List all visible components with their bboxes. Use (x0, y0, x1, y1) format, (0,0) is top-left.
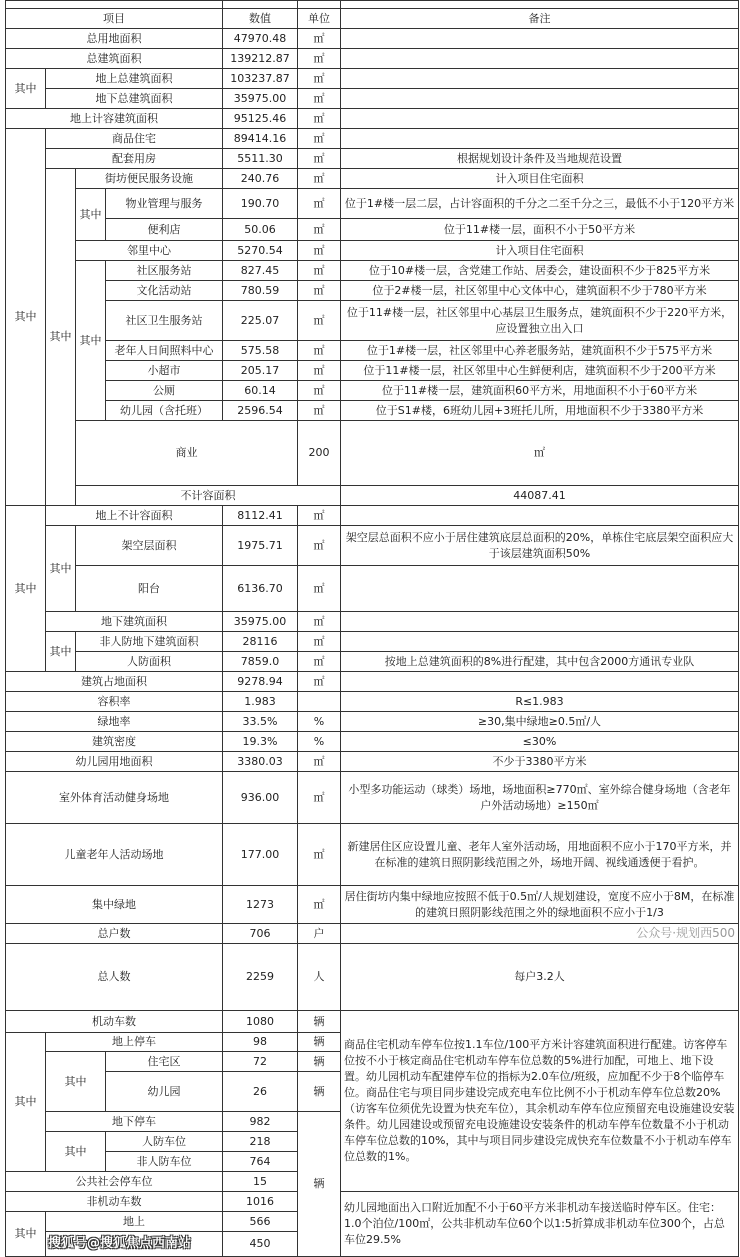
qizhong-label: 其中 (46, 1132, 106, 1172)
item-label: 配套用房 (46, 149, 223, 169)
note-cell-with-watermark (341, 924, 739, 944)
value-cell: 33.5% (223, 712, 298, 732)
item-label: 非人防车位 (106, 1152, 223, 1172)
item-label: 总人数 (6, 944, 223, 1011)
table-row (6, 129, 739, 149)
item-label: 地上 (46, 1212, 223, 1232)
unit-cell: ㎡ (298, 341, 341, 361)
value-cell: 95125.46 (223, 109, 298, 129)
table-row (6, 281, 739, 301)
table-row (6, 421, 739, 486)
item-label: 地上总建筑面积 (46, 69, 223, 89)
table-row (6, 69, 739, 89)
unit-cell: ㎡ (298, 672, 341, 692)
value-cell: 47970.48 (223, 29, 298, 49)
planning-indicator-table (5, 0, 739, 1257)
unit-cell: ㎡ (298, 69, 341, 89)
item-label: 总建筑面积 (6, 49, 223, 69)
unit-cell: ㎡ (298, 169, 341, 189)
value-cell: 566 (223, 1212, 298, 1232)
table-row (6, 149, 739, 169)
note-cell: ≤30% (341, 732, 739, 752)
note-cell: 位于11#楼一层，社区邻里中心生鲜便利店，建筑面积不少于200平方米 (341, 361, 739, 381)
value-cell: 35975.00 (223, 612, 298, 632)
value-cell: 98 (223, 1033, 298, 1052)
value-cell: 15 (223, 1172, 298, 1192)
qizhong-label: 其中 (6, 69, 46, 109)
unit-cell: 人 (298, 944, 341, 1011)
unit-cell: ㎡ (298, 261, 341, 281)
table-row (6, 732, 739, 752)
note-cell: 位于11#楼一层，面积不小于50平方米 (341, 219, 739, 241)
note-cell: 按地上总建筑面积的8%进行配建，其中包含2000方通讯专业队 (341, 652, 739, 672)
note-cell: R≤1.983 (341, 692, 739, 712)
note-cell: 位于10#楼一层，含党建工作站、居委会，建设面积不少于825平方米 (341, 261, 739, 281)
note-cell: 位于1#楼一层二层，占计容面积的千分之二至千分之三，最低不小于120平方米 (341, 189, 739, 219)
value-cell: 240.76 (223, 169, 298, 189)
item-label: 幼儿园（含托班） (106, 401, 223, 421)
item-label: 街坊便民服务设施 (76, 169, 223, 189)
value-cell: 5270.54 (223, 241, 298, 261)
note-cell: 位于11#楼一层，建筑面积60平方米，用地面积不小于60平方米 (341, 381, 739, 401)
item-label: 老年人日间照料中心 (106, 341, 223, 361)
value-cell: 218 (223, 1132, 298, 1152)
qizhong-label: 其中 (46, 169, 76, 506)
note-cell: 位于2#楼一层，社区邻里中心文体中心，建筑面积不少于780平方米 (341, 281, 739, 301)
item-label: 集中绿地 (6, 886, 223, 924)
value-cell: 1.983 (223, 692, 298, 712)
note-cell (341, 89, 739, 109)
note-cell: 不少于3380平方米 (341, 752, 739, 772)
unit-cell: ㎡ (298, 506, 341, 526)
value-cell: 8112.41 (223, 506, 298, 526)
note-cell: 位于11#楼一层，社区邻里中心基层卫生服务点，建筑面积不少于220平方米，应设置独立出入口 (341, 301, 739, 341)
note-cell (341, 672, 739, 692)
qizhong-label: 其中 (46, 632, 76, 672)
note-cell: 架空层总面积不应小于居住建筑底层总面积的20%，单栋住宅底层架空面积应大于该层建筑面积50% (341, 526, 739, 566)
value-cell: 5511.30 (223, 149, 298, 169)
value-cell: 1016 (223, 1192, 298, 1212)
value-cell: 19.3% (223, 732, 298, 752)
item-label: 非人防地下建筑面积 (76, 632, 223, 652)
value-cell: 35975.00 (223, 89, 298, 109)
unit-cell: ㎡ (341, 421, 739, 486)
value-cell: 2259 (223, 944, 298, 1011)
note-cell (341, 69, 739, 89)
value-cell: 7859.0 (223, 652, 298, 672)
item-label: 住宅区 (106, 1052, 223, 1072)
unit-cell: ㎡ (298, 29, 341, 49)
unit-cell: ㎡ (298, 632, 341, 652)
table-row (6, 752, 739, 772)
item-label: 架空层面积 (76, 526, 223, 566)
table-row (6, 692, 739, 712)
table-row (6, 1011, 739, 1033)
merged-unit-cell: 辆 (298, 1112, 341, 1257)
item-label: 非机动车数 (6, 1192, 223, 1212)
value-cell: 982 (223, 1112, 298, 1132)
item-label: 社区卫生服务站 (106, 301, 223, 341)
table-row (6, 189, 739, 219)
item-label: 绿地率 (6, 712, 223, 732)
qizhong-label: 其中 (6, 506, 46, 672)
unit-cell: 辆 (298, 1011, 341, 1033)
unit-cell: ㎡ (298, 752, 341, 772)
unit-cell: ㎡ (298, 772, 341, 824)
item-label: 地下总建筑面积 (46, 89, 223, 109)
value-cell: 225.07 (223, 301, 298, 341)
table-row (6, 241, 739, 261)
unit-cell (298, 692, 341, 712)
table-row (6, 261, 739, 281)
note-cell (341, 506, 739, 526)
item-label: 物业管理与服务 (106, 189, 223, 219)
value-cell: 200 (298, 421, 341, 486)
value-cell: 177.00 (223, 824, 298, 886)
item-label: 邻里中心 (76, 241, 223, 261)
value-cell: 1273 (223, 886, 298, 924)
item-label: 公共社会停车位 (6, 1172, 223, 1192)
item-label: 容积率 (6, 692, 223, 712)
value-cell: 26 (223, 1072, 298, 1112)
unit-cell: ㎡ (298, 89, 341, 109)
qizhong-label: 其中 (6, 1212, 46, 1257)
item-label: 小超市 (106, 361, 223, 381)
unit-cell: ㎡ (298, 301, 341, 341)
unit-cell: ㎡ (298, 361, 341, 381)
item-label: 地下停车 (46, 1112, 223, 1132)
source-watermark: 搜狐号@搜狐焦点西南站 (48, 1236, 192, 1251)
table-row (6, 361, 739, 381)
faint-watermark: 公众号·规划西500 (636, 926, 735, 940)
item-label: 商业 (76, 421, 298, 486)
note-cell: 位于1#楼一层，社区邻里中心养老服务站，建筑面积不少于575平方米 (341, 341, 739, 361)
item-label: 室外体育活动健身场地 (6, 772, 223, 824)
note-cell (341, 612, 739, 632)
table-row (6, 886, 739, 924)
table-row (6, 401, 739, 421)
table-row (6, 652, 739, 672)
item-label: 不计容面积 (76, 486, 341, 506)
unit-cell: % (298, 732, 341, 752)
value-cell: 764 (223, 1152, 298, 1172)
value-cell: 936.00 (223, 772, 298, 824)
unit-cell: ㎡ (298, 129, 341, 149)
motor-vehicle-note: 商品住宅机动车停车位按1.1车位/100平方米计容建筑面积进行配建。访客停车位按不小于核定商品住宅机动车停车位总数的5%进行加配，可地上、地下设置。幼儿园机动车配建停车位的指标为2.0车位/班级，应加配不少于8个临停车位。商品住宅与项目同步建设完成充电车位比例不小于机动车停车位总数20%（访客车位须优先设置为快充车位），其余机动车停车位应预留充电设施建设安装条件。幼儿园建设或预留充电设施建设安装条件的机动车停车位数量不小于机动车停车位总数的10%，其中与项目同步建设完成快充车位数量不小于机动车停车位总数的1%。 (341, 1011, 739, 1192)
table-row (6, 486, 739, 506)
value-cell: 103237.87 (223, 69, 298, 89)
qizhong-label: 其中 (6, 1033, 46, 1172)
value-cell: 44087.41 (341, 486, 739, 506)
value-cell: 190.70 (223, 189, 298, 219)
table-row (6, 29, 739, 49)
unit-cell: ㎡ (298, 526, 341, 566)
unit-cell: ㎡ (298, 219, 341, 241)
value-cell: 50.06 (223, 219, 298, 241)
unit-cell: ㎡ (298, 652, 341, 672)
item-label: 地上不计容面积 (46, 506, 223, 526)
table-row (6, 824, 739, 886)
note-cell: 位于S1#楼，6班幼儿园+3班托儿所，用地面积不少于3380平方米 (341, 401, 739, 421)
unit-cell: ㎡ (298, 109, 341, 129)
value-cell: 9278.94 (223, 672, 298, 692)
note-cell: 居住街坊内集中绿地应按照不低于0.5㎡/人规划建设，宽度不应小于8M，在标准的建筑日照阴影线范围之外的绿地面积不应小于1/3 (341, 886, 739, 924)
item-label: 便利店 (106, 219, 223, 241)
table-row (6, 712, 739, 732)
qizhong-label: 其中 (76, 261, 106, 421)
note-cell: 新建居住区应设置儿童、老年人室外活动场，用地面积不应小于170平方米，并在标准的建筑日照阴影线范围之外，场地开阔、视线通透便于看护。 (341, 824, 739, 886)
unit-cell: ㎡ (298, 149, 341, 169)
table-row (6, 219, 739, 241)
qizhong-label: 其中 (76, 189, 106, 241)
item-label: 公厕 (106, 381, 223, 401)
note-cell: 计入项目住宅面积 (341, 241, 739, 261)
value-cell: 28116 (223, 632, 298, 652)
value-cell: 6136.70 (223, 566, 298, 612)
unit-cell: 户 (298, 924, 341, 944)
table-row (6, 566, 739, 612)
qizhong-label: 其中 (46, 526, 76, 612)
item-label: 地下建筑面积 (46, 612, 223, 632)
unit-cell: ㎡ (298, 281, 341, 301)
note-cell: 计入项目住宅面积 (341, 169, 739, 189)
table-row (6, 526, 739, 566)
item-label: 建筑密度 (6, 732, 223, 752)
unit-cell: ㎡ (298, 566, 341, 612)
item-label: 幼儿园用地面积 (6, 752, 223, 772)
unit-cell: ㎡ (298, 401, 341, 421)
qizhong-label: 其中 (46, 1052, 106, 1112)
value-cell: 706 (223, 924, 298, 944)
unit-cell: 辆 (298, 1052, 341, 1072)
note-cell (341, 49, 739, 69)
item-label: 地上计容建筑面积 (6, 109, 223, 129)
note-cell: 小型多功能运动（球类）场地，场地面积≥770㎡、室外综合健身场地（含老年户外活动场地）≥150㎡ (341, 772, 739, 824)
unit-cell: % (298, 712, 341, 732)
item-label: 儿童老年人活动场地 (6, 824, 223, 886)
qizhong-label: 其中 (6, 129, 46, 506)
value-cell: 780.59 (223, 281, 298, 301)
item-label: 建筑占地面积 (6, 672, 223, 692)
item-label: 总户数 (6, 924, 223, 944)
item-label: 地上停车 (46, 1033, 223, 1052)
unit-cell: 辆 (298, 1033, 341, 1052)
value-cell: 2596.54 (223, 401, 298, 421)
table-row (6, 612, 739, 632)
note-cell (341, 632, 739, 652)
unit-cell: ㎡ (298, 49, 341, 69)
table-row (6, 89, 739, 109)
non-motor-vehicle-note: 幼儿园地面出入口附近加配不小于60平方米非机动车接送临时停车区。住宅：1.0个泊位/100㎡，公共非机动车位60个以1:5折算成非机动车位300个，占总车位29.5% (341, 1192, 739, 1257)
value-cell: 1975.71 (223, 526, 298, 566)
unit-cell: ㎡ (298, 886, 341, 924)
note-cell (341, 29, 739, 49)
unit-cell: 辆 (298, 1072, 341, 1112)
item-label: 人防车位 (106, 1132, 223, 1152)
item-label: 文化活动站 (106, 281, 223, 301)
value-cell: 1080 (223, 1011, 298, 1033)
table-row (6, 924, 739, 944)
table-row (6, 169, 739, 189)
table-row (6, 109, 739, 129)
value-cell: 139212.87 (223, 49, 298, 69)
table-row (6, 301, 739, 341)
item-label: 阳台 (76, 566, 223, 612)
item-label: 幼儿园 (106, 1072, 223, 1112)
item-label-cell (46, 1232, 223, 1257)
header-row: 项目 数值 单位 备注 (6, 9, 739, 29)
note-cell: ≥30,集中绿地≥0.5㎡/人 (341, 712, 739, 732)
value-cell: 72 (223, 1052, 298, 1072)
item-label: 人防面积 (76, 652, 223, 672)
table-row (6, 772, 739, 824)
table-row (6, 506, 739, 526)
note-cell: 每户3.2人 (341, 944, 739, 1011)
table-row (6, 381, 739, 401)
value-cell: 450 (223, 1232, 298, 1257)
value-cell: 60.14 (223, 381, 298, 401)
item-label: 总用地面积 (6, 29, 223, 49)
note-cell (341, 129, 739, 149)
value-cell: 89414.16 (223, 129, 298, 149)
table-row (6, 944, 739, 1011)
table-row (6, 1192, 739, 1212)
table-row (6, 49, 739, 69)
note-cell (341, 566, 739, 612)
value-cell: 575.58 (223, 341, 298, 361)
item-label: 社区服务站 (106, 261, 223, 281)
table-row (6, 341, 739, 361)
value-cell: 827.45 (223, 261, 298, 281)
unit-cell: ㎡ (298, 824, 341, 886)
item-label: 商品住宅 (46, 129, 223, 149)
value-cell: 3380.03 (223, 752, 298, 772)
note-cell (341, 109, 739, 129)
table-row (6, 672, 739, 692)
unit-cell: ㎡ (298, 189, 341, 219)
item-label: 机动车数 (6, 1011, 223, 1033)
unit-cell: ㎡ (298, 612, 341, 632)
unit-cell: ㎡ (298, 381, 341, 401)
unit-cell: ㎡ (298, 241, 341, 261)
value-cell: 205.17 (223, 361, 298, 381)
table-row (6, 632, 739, 652)
note-cell: 根据规划设计条件及当地规范设置 (341, 149, 739, 169)
